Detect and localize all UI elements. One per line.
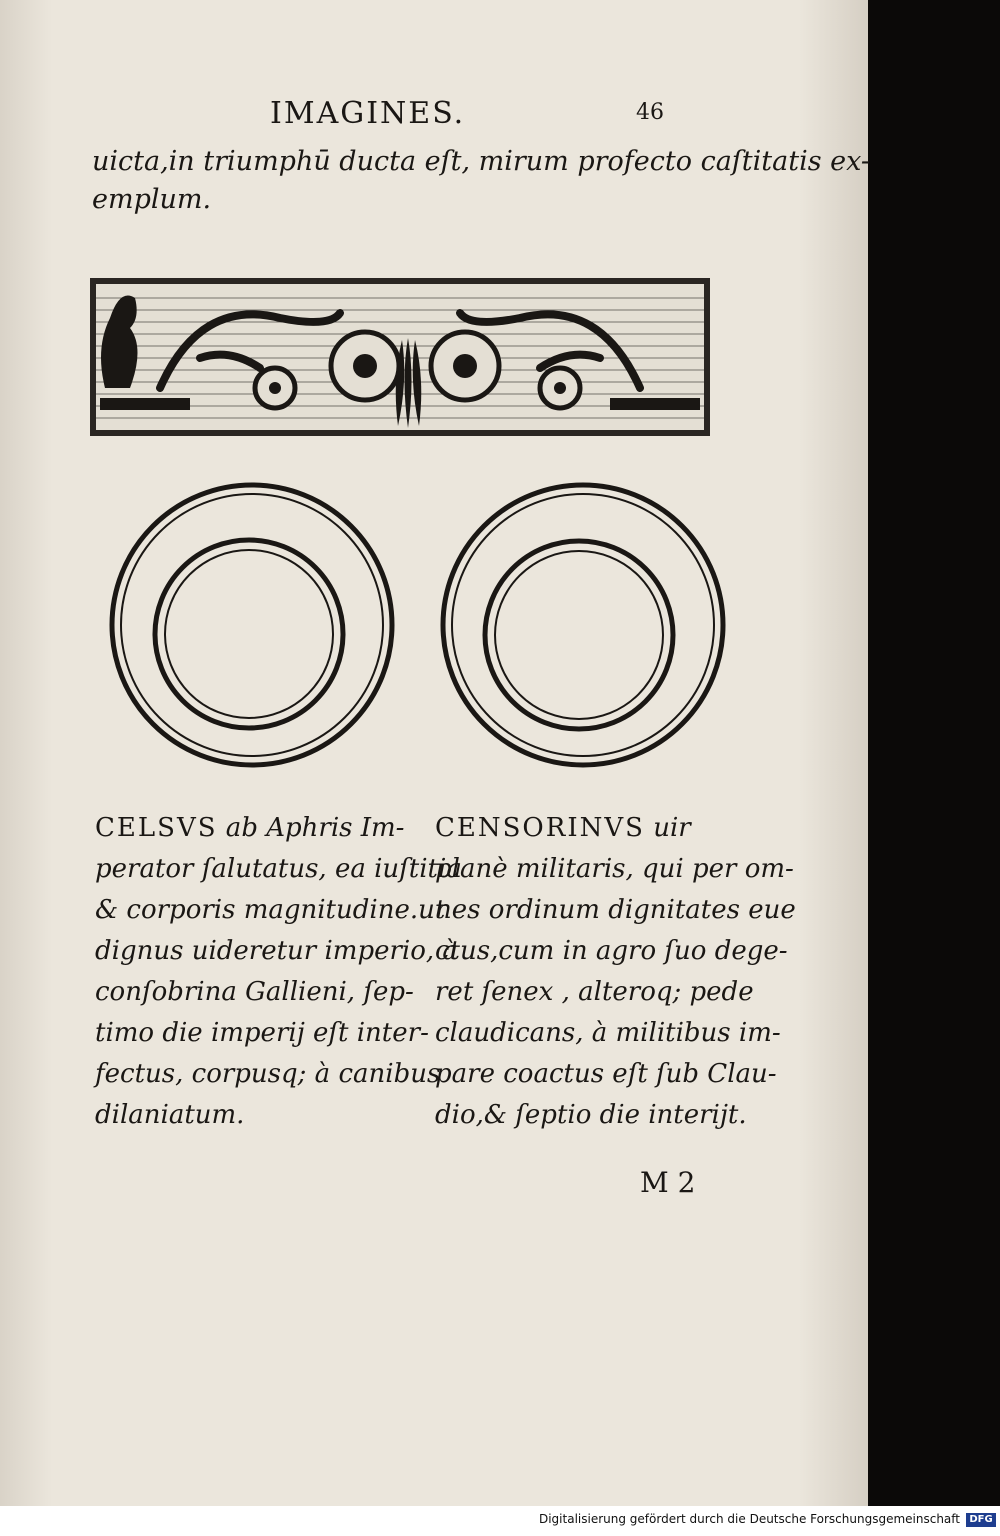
text-line: conſobrina Gallieni, ſep- (95, 977, 414, 1007)
text-line: perator ſalutatus, ea iuſtitia (95, 854, 462, 884)
text-fragment: ab Aphris Im- (217, 813, 405, 843)
text-line: & corporis magnitudine.ut (95, 895, 446, 925)
text-line: timo die imperij eſt inter- (95, 1018, 429, 1048)
text-line: pare coactus eſt ſub Clau- (435, 1059, 777, 1089)
signature-mark: M 2 (640, 1166, 696, 1199)
footer-credit: Digitalisierung gefördert durch die Deutsche Forschungsgemeinschaft (538, 1512, 960, 1526)
text-line: dilaniatum. (95, 1100, 245, 1130)
text-line: fectus, corpusq; à canibus (95, 1059, 441, 1089)
text-line: ctus,cum in agro ſuo dege- (435, 936, 788, 966)
emperor-name: CENSORINVS (435, 813, 645, 843)
text-fragment: uir (644, 813, 691, 843)
empty-medallion-right (436, 478, 730, 772)
dfg-logo: DFG (966, 1513, 996, 1527)
text-line (435, 808, 750, 849)
emperor-name: CELSVS (95, 813, 218, 843)
censorinus-text-column (435, 808, 796, 1136)
intro-line-1: uicta,in triumphū ducta eſt, mirum profecto caſtitatis ex- (92, 146, 870, 177)
page-number: 46 (636, 100, 664, 125)
footer-bar (0, 1506, 1000, 1536)
text-line: claudicans, à militibus im- (435, 1018, 781, 1048)
text-line: dignus uideretur imperio, à (95, 936, 458, 966)
intro-line-2: emplum. (92, 184, 212, 215)
empty-medallion-left (105, 478, 399, 772)
celsus-text-column (95, 808, 462, 1136)
running-head: IMAGINES. (270, 96, 466, 131)
text-line: dio,& ſeptio die interijt. (435, 1100, 747, 1130)
text-line: nes ordinum dignitates eue (435, 895, 796, 925)
text-line: planè militaris, qui per om- (435, 854, 794, 884)
text-line (95, 808, 405, 849)
ornamental-woodcut-band (90, 278, 710, 436)
text-line: ret ſenex , alteroq; pede (435, 977, 754, 1007)
